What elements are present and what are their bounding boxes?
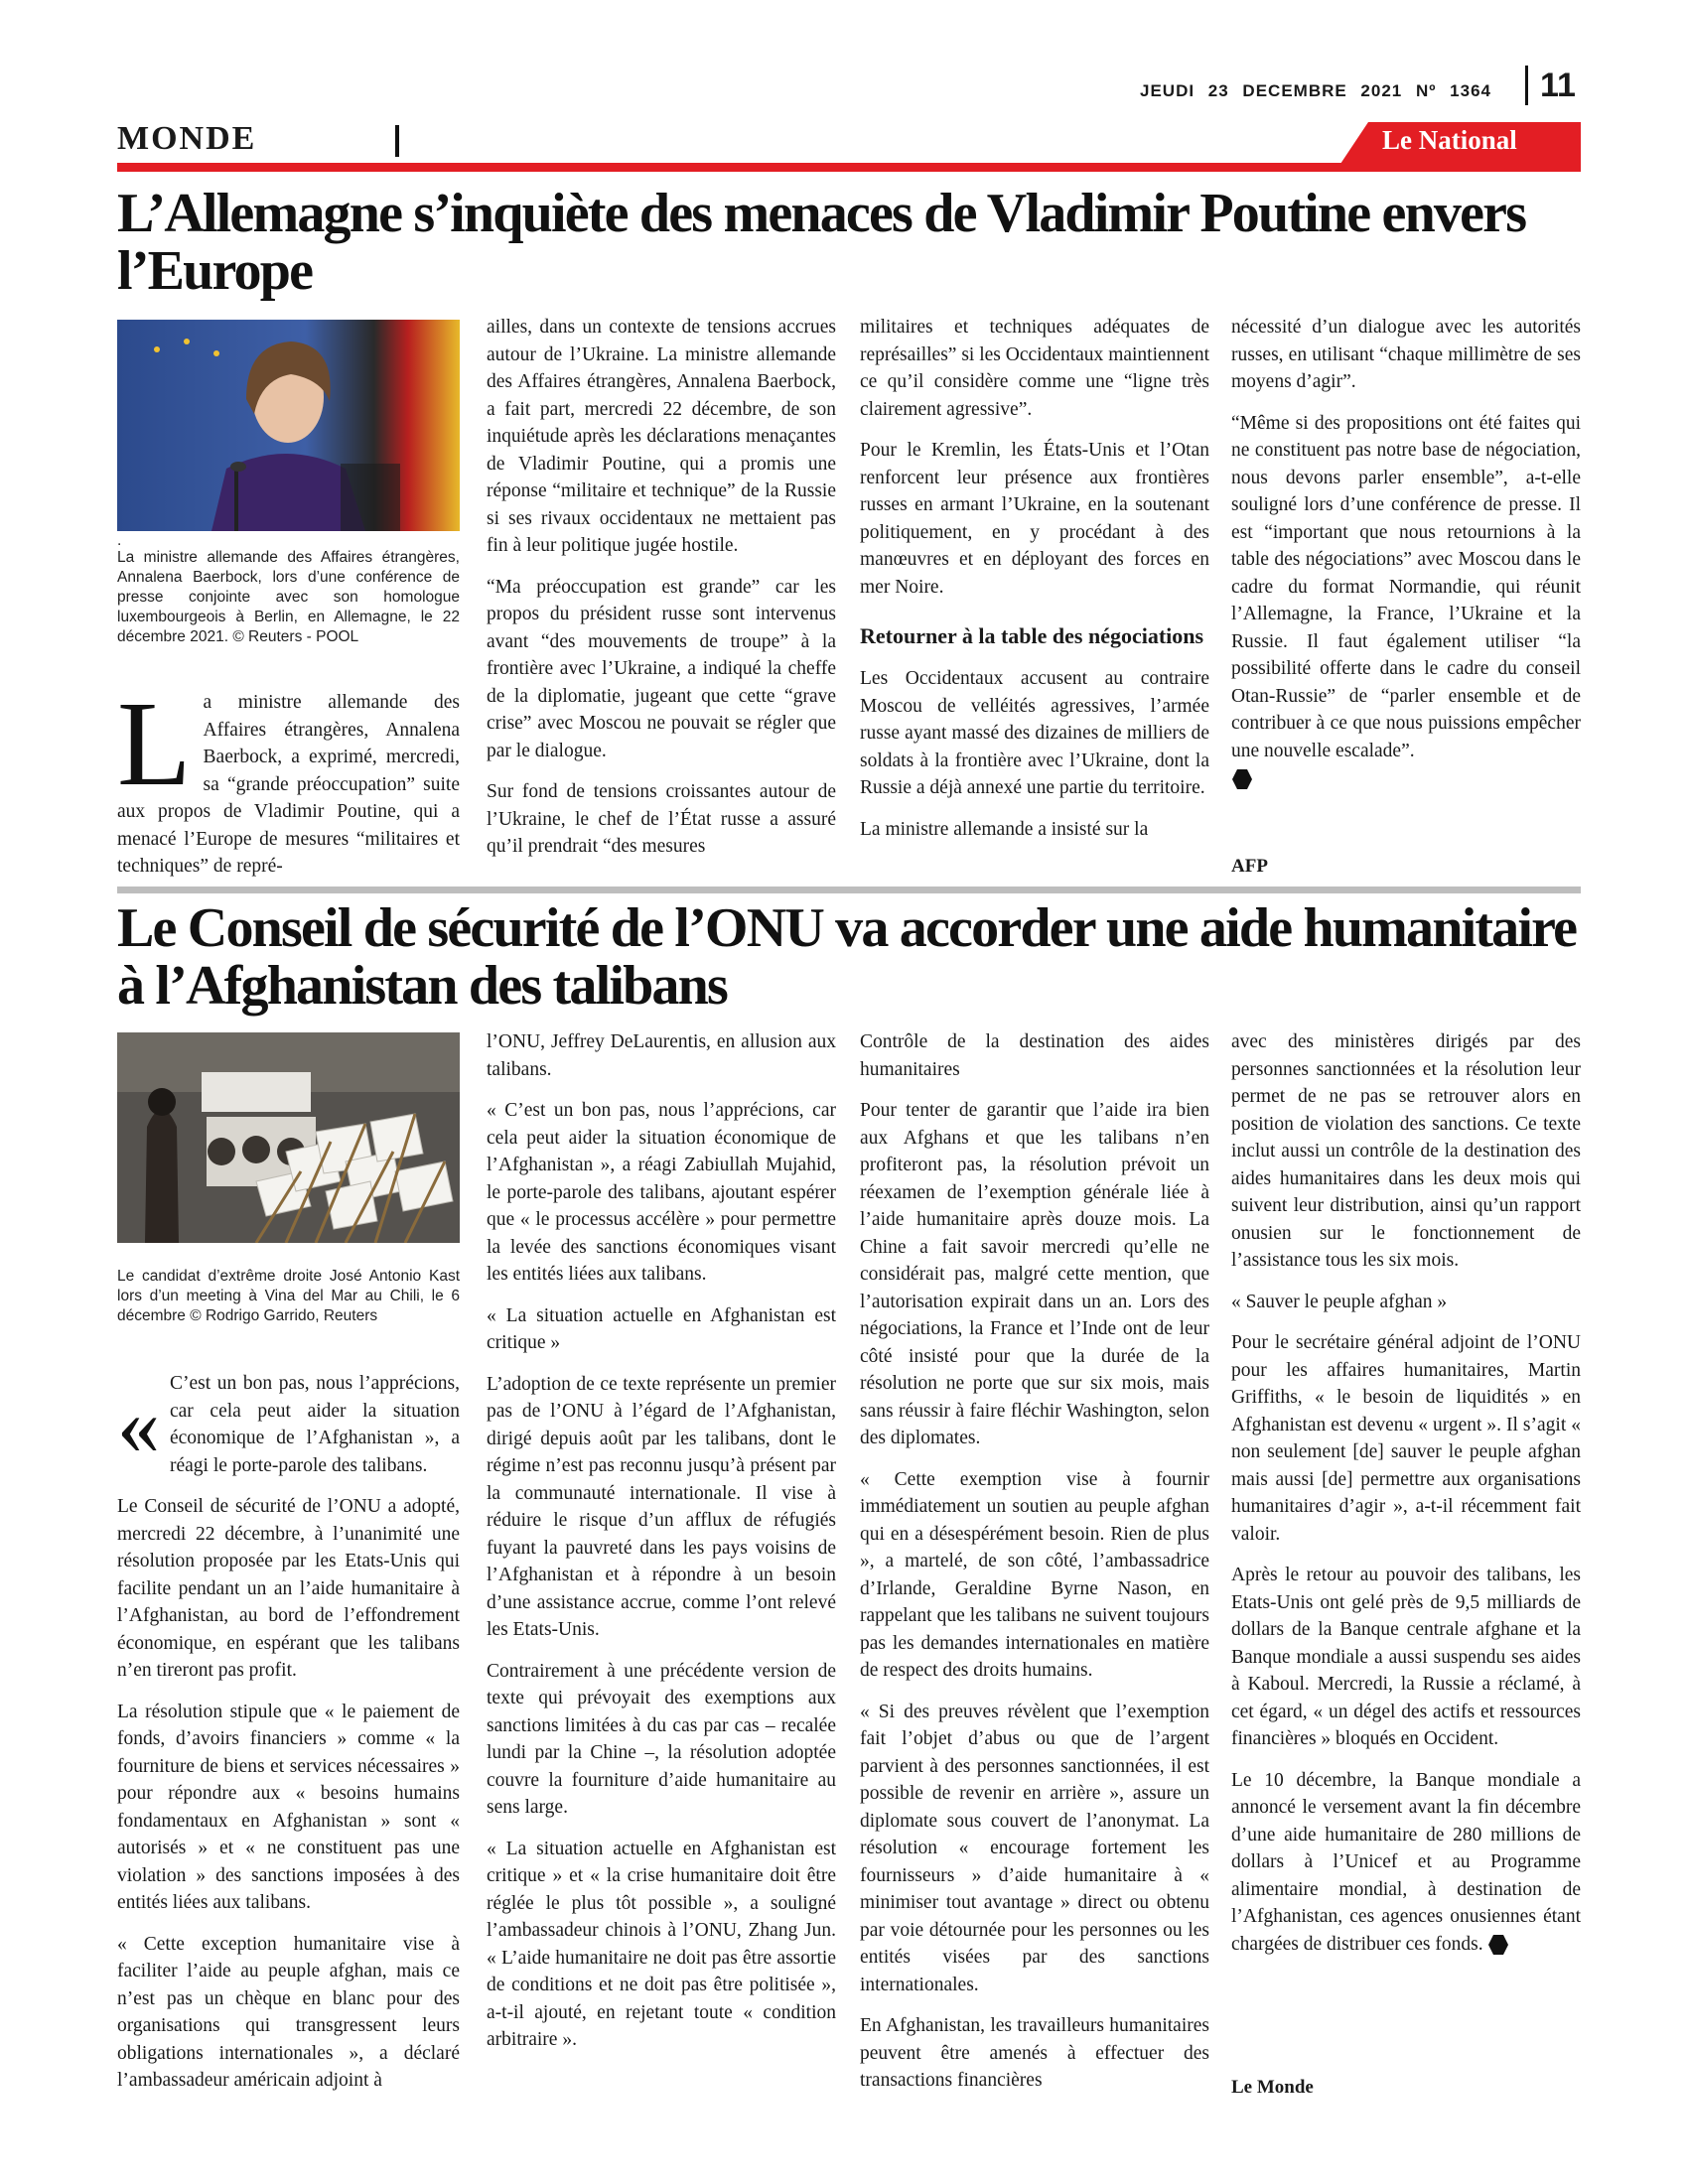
article1-photo-caption: . La ministre allemande des Affaires étrangères, Annalena Baerbock, lors d’une conférence de presse conjointe avec son homologue luxembourgeois à Berlin, en Allemagne, le 22 décembre 2021. © Reuters - POOL (117, 532, 460, 645)
article2-subheading: « La situation actuelle en Afghanistan est critique » (487, 1304, 836, 1353)
baerbock-photo-image (117, 320, 460, 531)
article2-paragraph (1231, 1767, 1581, 1959)
article2-paragraph: Contrairement à une précédente version de texte qui prévoyait des exemptions aux sanctions limitées à du cas par cas – recalée lundi par la Chine –, la résolution adoptée couvre la fourniture d’aide humanitaire au sens large. (487, 1660, 836, 1818)
issue-date-line: JEUDI 23 DECEMBRE 2021 Nº 1364 (1140, 81, 1492, 100)
section-title: MONDE (117, 120, 257, 157)
article2-column-2 (487, 1028, 836, 2068)
article1-caption-text: La ministre allemande des Affaires étrangères, Annalena Baerbock, lors d’une conférence de presse conjointe avec son homologue luxembourgeois à Berlin, en Allemagne, le 22 décembre 2021. © Reuters - POOL (117, 549, 460, 645)
article2-paragraph: Pour tenter de garantir que l’aide ira bien aux Afghans et que les talibans n’en profiteront pas, la résolution prévoit un réexamen de l’exemption générale liée à l’aide humanitaire après douze mois. La Chine a fait savoir mercredi qu’elle ne considérait pas, malgré cette mention, que l’autorisation expirait dans un an. Lors des négociations, la France et l’Inde ont de leur côté insisté pour que la durée de la résolution ne porte que sur six mois, mais sans réussir à faire fléchir Washington, selon des diplomates. (860, 1100, 1209, 1448)
article2-paragraph: « La situation actuelle en Afghanistan est critique » et « la crise humanitaire doit être réglée le plus tôt possible », a souligné l’ambassadeur chinois à l’ONU, Zhang Jun. « L’aide humanitaire ne doit pas être assortie de conditions et ne doit pas être politisée », a-t-il ajouté, en rejetant toute « condition arbitraire ». (487, 1838, 836, 2050)
article1-paragraph: ailles, dans un contexte de tensions accrues autour de l’Ukraine. La ministre allemande des Affaires étrangères, Annalena Baerbock, a fait part, mercredi 22 décembre, de son inquiétude après les déclarations menaçantes de Vladimir Poutine, qui a promis une réponse “militaire et technique” de la Russie si ses rivaux occidentaux ne mettaient pas fin à leur politique jugée hostile. (487, 317, 836, 556)
end-mark-icon (1231, 768, 1253, 790)
article2-photo-caption: Le candidat d’extrême droite José Antonio Kast lors d’un meeting à Vina del Mar au Chili, le 6 décembre © Rodrigo Garrido, Reuters (117, 1268, 460, 1324)
article2-paragraph: « Si des preuves révèlent que l’exemption fait l’objet d’abus ou que de l’argent parvient à des personnes sanctionnées, il est possible de revenir en arrière », assure un diplomate sous couvert de l’anonymat. La résolution « encourage fortement les fournisseurs » d’aide humanitaire à « minimiser tout avantage » direct ou obtenu par voie détournée pour les personnes ou les entités visées par des sanctions internationales. (860, 1701, 1209, 1995)
article2-column-1 (117, 1370, 460, 2109)
article2-lead (117, 1370, 460, 1479)
article1-paragraph: nécessité d’un dialogue avec les autorités russes, en utilisant “chaque millimètre de ses moyens d’agir”. (1231, 317, 1581, 392)
article2-closing-text: Le 10 décembre, la Banque mondiale a annoncé le versement avant la fin décembre d’une aide humanitaire de 280 millions de dollars à l’Unicef et au Programme alimentaire mondial, à destination de l’Afghanistan, ces agences onusiennes étant chargées de distribuer ces fonds. (1231, 1769, 1581, 1955)
article2-paragraph: Pour le secrétaire général adjoint de l’ONU pour les affaires humanitaires, Martin Griffiths, « le besoin de liquidités » en Afghanistan est devenu « urgent ». Il s’agit « non seulement [de] sauver le peuple afghan mais aussi [de] permettre aux organisations humanitaires d’agir », a-t-il récemment fait valoir. (1231, 1332, 1581, 1545)
article1-column-3 (860, 314, 1209, 857)
article2-paragraph: « Cette exemption vise à fournir immédiatement un soutien au peuple afghan qui en a désespérément besoin. Rien de plus », a martelé, de son côté, l’ambassadrice d’Irlande, Geraldine Byrne Nason, en rappelant que les talibans ne suivent toujours pas les demandes internationales en matière de respect des droits humains. (860, 1468, 1209, 1681)
article2-lead-text: C’est un bon pas, nous l’apprécions, car cela peut aider la situation économique de l’Afghanistan », a réagi le porte-parole des talibans. (170, 1373, 460, 1476)
end-mark-icon (1487, 1934, 1509, 1956)
page-number: 11 (1525, 66, 1576, 105)
article1-paragraph: La ministre allemande a insisté sur la (860, 818, 1149, 840)
article2-paragraph: En Afghanistan, les travailleurs humanitaires peuvent être amenés à effectuer des transactions financières (860, 2015, 1209, 2091)
article2-photo (117, 1032, 460, 1243)
article1-column-4 (1231, 314, 1581, 792)
article2-column-3 (860, 1028, 1209, 2109)
article2-paragraph: l’ONU, Jeffrey DeLaurentis, en allusion aux talibans. (487, 1031, 836, 1080)
article1-lead-text: a ministre allemande des Affaires étrangères, Annalena Baerbock, a exprimé, mercredi, sa “grande préoccupation” suite aux propos de Vladimir Poutine, qui a menacé l’Europe de mesures “militaires et techniques” de repré- (117, 692, 460, 877)
article2-paragraph: avec des ministères dirigés par des personnes sanctionnées et la résolution leur permet de ne pas se retrouver alors en position de violation des sanctions. Ce texte inclut aussi un contrôle de la destination des aides humanitaires dans les deux mois qui suivent leur distribution, ainsi qu’un rapport onusien sur le fonctionnement de l’assistance tous les six mois. (1231, 1031, 1581, 1271)
article1-closing-text: “Même si des propositions ont été faites qui ne constituent pas notre base de négociation, nous devons parler ensemble”, a-t-elle souligné lors d’une conférence de presse. Il est “important que nous retournions à la table des négociations” avec Moscou dans le cadre du format Normandie, qui réunit l’Allemagne, la France, l’Ukraine et la Russie. Il faut également utiliser “la possibilité offerte dans le cadre du conseil Otan-Russie” de “parler ensemble et de contribuer à ce que nous puissions empêcher une nouvelle escalade”. (1231, 412, 1581, 761)
article2-paragraph: « C’est un bon pas, nous l’apprécions, car cela peut aider la situation économique de l’Afghanistan », a réagi Zabiullah Mujahid, le porte-parole des talibans, ajoutant espérer que « le processus accélère » pour permettre la levée des sanctions économiques visant les entités liées aux talibans. (487, 1100, 836, 1285)
header-rule (117, 163, 1581, 172)
article2-paragraph: La résolution stipule que « le paiement de fonds, d’avoirs financiers » comme « la fourniture de biens et services nécessaires » pour répondre aux « besoins humains fondamentaux en Afghanistan » sont « autorisés » et « ne constituent pas une violation » des sanctions imposées à des entités liées aux talibans. (117, 1701, 460, 1913)
article1-paragraph (1231, 410, 1581, 765)
article1-subheading: Retourner à la table des négociations (860, 623, 1204, 648)
taliban-flags-photo-image (117, 1032, 460, 1243)
article1-photo (117, 320, 460, 531)
article1-paragraph: Les Occidentaux accusent au contraire Moscou de velléités agressives, l’armée russe ayant massé des dizaines de milliers de soldats à la frontière avec l’Ukraine, dont la Russie a déjà annexé une partie du territoire. (860, 668, 1209, 798)
article2-quote-mark: « (117, 1377, 160, 1472)
article2-subheading: « Sauver le peuple afghan » (1231, 1291, 1448, 1312)
article1-paragraph: Sur fond de tensions croissantes autour de l’Ukraine, le chef de l’État russe a assuré qu’il prendrait “des mesures (487, 781, 836, 857)
article1-headline: L’Allemagne s’inquiète des menaces de Vladimir Poutine envers l’Europe (117, 183, 1526, 302)
article2-paragraph: Le Conseil de sécurité de l’ONU a adopté, mercredi 22 décembre, à l’unanimité une résolution proposée par les Etats-Unis qui facilite pendant un an l’aide humanitaire à l’Afghanistan, au bord de l’effondrement économique, en espérant que les talibans n’en tireront pas profit. (117, 1496, 460, 1681)
article1-column-2 (487, 314, 836, 875)
article1-paragraph: Pour le Kremlin, les États-Unis et l’Otan renforcent leur présence aux frontières russes en armant l’Ukraine, en la soutenant politiquement, en y procédant à des manœuvres et en déployant des forces en mer Noire. (860, 440, 1209, 598)
article2-paragraph: Après le retour au pouvoir des talibans, les Etats-Unis ont gelé près de 9,5 milliards de dollars de la Banque centrale afghane et la Banque mondiale a aussi suspendu ses aides à Kaboul. Mercredi, la Russie a réclamé, à cet égard, « un dégel des actifs et ressources financières » bloqués en Occident. (1231, 1565, 1581, 1749)
article1-column-1 (117, 677, 460, 881)
article2-paragraph: « Cette exception humanitaire vise à faciliter l’aide au peuple afghan, mais ce n’est pas un chèque en blanc pour des organisations qui transgressent leurs obligations internationales », a déclaré l’ambassadeur américain adjoint à (117, 1933, 460, 2091)
article2-paragraph: L’adoption de ce texte représente un premier pas de l’ONU à l’égard de l’Afghanistan, dirigé depuis août par les talibans, dont le régime n’est pas reconnu jusqu’à présent par la communauté internationale. Il vise à réduire le risque d’un afflux de réfugiés fuyant la pauvreté dans les pays voisins de l’Afghanistan et à répondre à un besoin d’une assistance accrue, comme l’ont relevé les Etats-Unis. (487, 1373, 836, 1640)
article2-headline: Le Conseil de sécurité de l’ONU va accorder une aide humanitaire à l’Afghanistan des talibans (117, 897, 1577, 1017)
article2-column-4 (1231, 1028, 1581, 1958)
article1-dropcap: L (117, 677, 192, 811)
brand-name: Le National (1382, 125, 1517, 155)
article1-paragraph: “Ma préoccupation est grande” car les propos du président russe sont intervenus avant “des mouvements de troupe” à la frontière avec l’Ukraine, a indiqué la cheffe de la diplomatie, jugeant que cette “grave crise” avec Moscou ne pouvait se régler que par le dialogue. (487, 576, 836, 761)
article-divider (117, 887, 1581, 893)
article2-subheading: Contrôle de la destination des aides humanitaires (860, 1031, 1209, 1080)
section-separator (395, 125, 399, 157)
article2-signature: Le Monde (1231, 2077, 1314, 2098)
article1-signature: AFP (1231, 856, 1268, 877)
article1-paragraph: militaires et techniques adéquates de représailles” si les Occidentaux maintiennent ce qu’il considère comme une “ligne très clairement agressive”. (860, 317, 1209, 420)
